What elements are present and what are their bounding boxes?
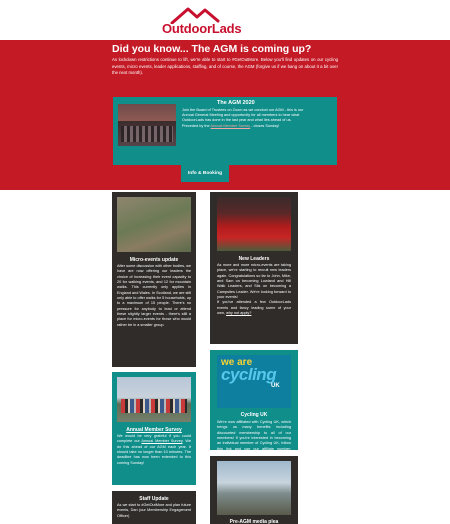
hero-title: Did you know... The AGM is coming up? [112, 43, 312, 55]
cycling-logo-we: we are [221, 357, 253, 368]
member-survey-link[interactable]: Annual Member Survey [210, 123, 251, 128]
survey-text-suffix: . We do this ahead of our AGM each year. It should take no longer than 10 minutes. The deadline has now been extended to this coming Sunday! [117, 439, 191, 465]
new-leaders-title: New Leaders [238, 256, 270, 262]
member-survey-card [112, 372, 196, 485]
staff-update-text: As we start to #GetOutMore and plan future events, Dan (our Membership Engagement Officer) [117, 503, 191, 518]
new-leaders-card [210, 192, 298, 344]
cycling-logo-uk: UK [271, 383, 280, 389]
agm-section [113, 97, 337, 165]
micro-events-title: Micro-events update [129, 257, 179, 263]
micro-events-text: After some discussion with other bodies, we have are now offering our leaders the choice of increasing their event capacity to 20 for walking events, and 12 for mountain walks. This currently only applies in England and Wales. In Scotland, we are still only able to offer walks for 5 households, up to a maximum of 15 people. There's no pressure for anybody to lead or attend these slightly larger events - there's still a place for micro-events for those who would rather be in a smaller group. [117, 264, 192, 327]
member-survey-text [117, 434, 191, 466]
member-survey-title[interactable]: Annual Member Survey [126, 427, 182, 433]
affiliate-number: 80198036 [217, 452, 234, 457]
new-leaders-text [217, 263, 291, 316]
cycling-text-prefix: We're now affiliated with Cycling UK, which brings us many benefits including discounted membership to all of our members! If you're interested in becoming an individual member of Cycling UK, follow [217, 420, 291, 446]
agm-preceded-prefix: Preceded by the [182, 123, 211, 128]
cycling-text-suffix: . [233, 452, 235, 457]
staff-update-card [112, 491, 196, 524]
hero-body: As lockdown restrictions continue to lift, we're able to start to #GetOutMore. Below you'll find updates on our cycling events, micro events, leader applications, staffing, and of course, the AGM (forgive us if we bang on about it a bit over the next month). [112, 57, 338, 75]
info-booking-button[interactable]: Info & Booking [181, 165, 229, 182]
cycling-uk-logo [217, 355, 291, 408]
new-leaders-photo [217, 197, 291, 251]
cycling-logo-main: cycling [221, 365, 277, 384]
survey-text-prefix: We would be very grateful if you could complete our [117, 434, 191, 444]
leaders-text-prefix: If you've attended a few OutdoorLads events and fancy leading some of your own, [217, 300, 291, 316]
agm-preceded-suffix: - closes Sunday! [250, 123, 280, 128]
media-plea-photo [217, 461, 291, 515]
media-plea-card [210, 456, 298, 524]
cycling-uk-card [210, 350, 298, 457]
leaders-text-main: As more and more micro-events are taking place, we're starting to recruit new leaders again. Congratulations so far to John, Mike, and Sam on becoming Lowland and Hill Walk Leaders, and Sils on becoming a Campsites Leader. We're looking forward to your events! [217, 263, 291, 300]
member-survey-photo [117, 377, 191, 422]
survey-link[interactable]: Annual Member Survey [141, 439, 183, 444]
cycling-uk-title: Cycling UK [240, 412, 268, 418]
cycling-uk-text [217, 420, 291, 457]
media-plea-title: Pre-AGM media plea [229, 519, 279, 524]
hero-banner [0, 40, 450, 190]
agm-title: The AGM 2020 [217, 100, 255, 106]
apply-link[interactable]: why not apply? [226, 311, 252, 316]
micro-events-card [112, 192, 196, 367]
agm-photo [118, 104, 176, 146]
cycling-link[interactable]: this link [217, 446, 232, 451]
cycling-text-mid: and use our affiliate number: [231, 446, 291, 451]
outdoorlads-logo[interactable] [160, 6, 260, 40]
staff-update-title: Staff Update [139, 496, 169, 502]
agm-text [182, 108, 306, 129]
micro-events-photo [117, 197, 191, 252]
agm-description: Join the Board of Trustees on Zoom as we conduct our AGM - this is our Annual General Meeting and opportunity for all members to hear what OutdoorLads has done in the last year and what lies ahead of us. [182, 108, 304, 123]
logo-text: OutdoorLads [162, 21, 242, 36]
